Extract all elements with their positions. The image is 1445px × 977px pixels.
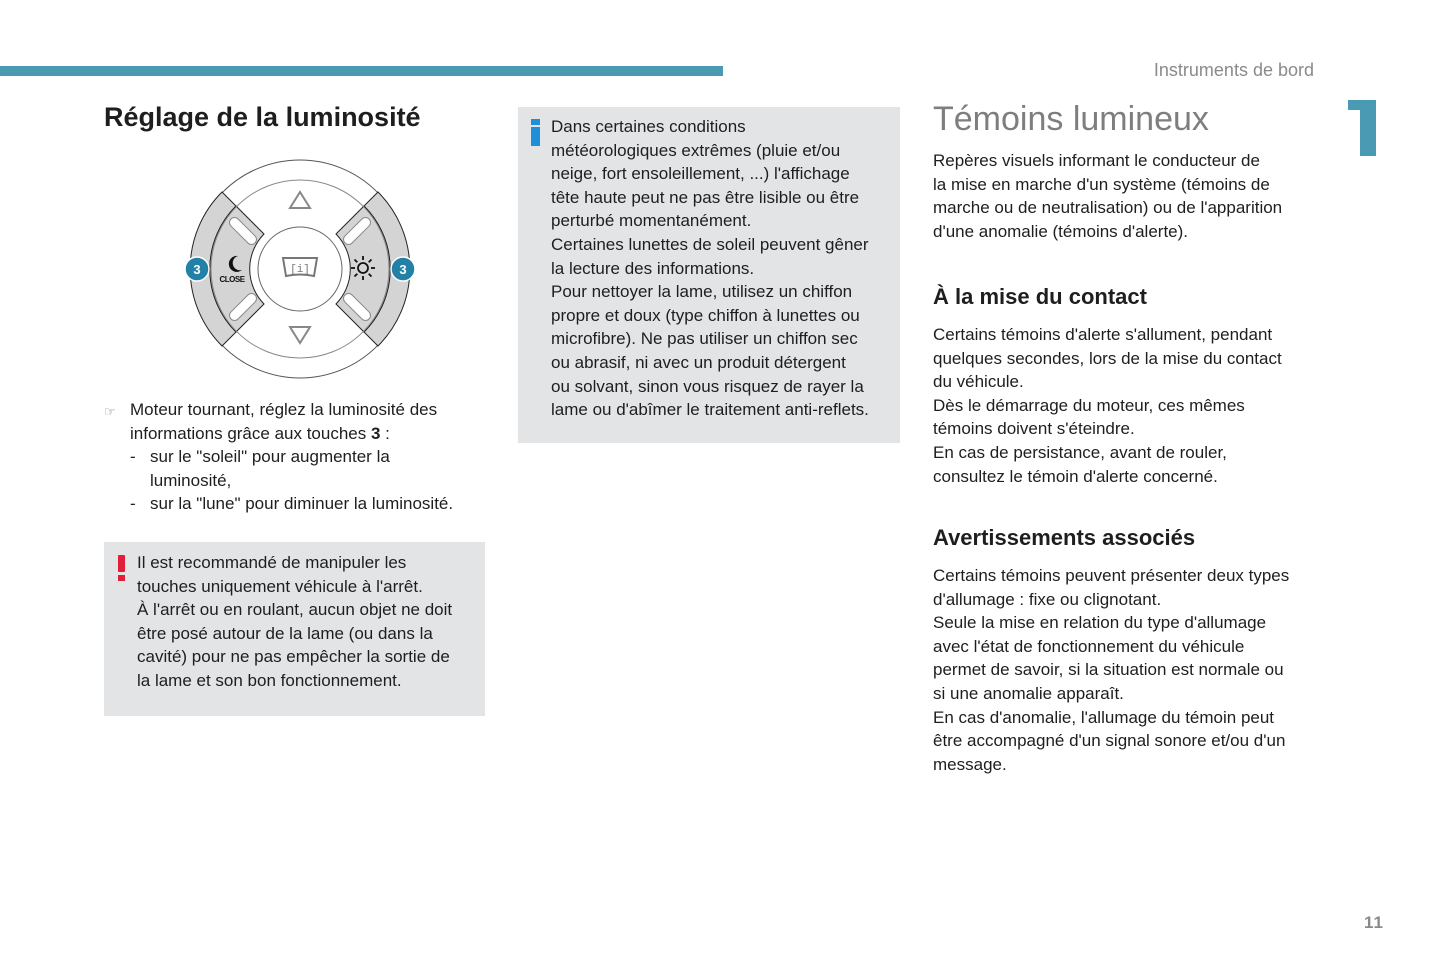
- instructions-list: [104, 445, 494, 516]
- brightness-control-diagram: [182, 152, 418, 382]
- contact-paragraph: Certains témoins d'alerte s'allument, pendant quelques secondes, lors de la mise du contact du véhicule. Dès le démarrage du moteur, ces mêmes témoins doivent s'éteindre. En cas de persistance, avant de rouler, consultez le témoin d'alerte concerné.: [933, 325, 1282, 486]
- chapter-number-marker: [1348, 100, 1376, 156]
- running-head: Instruments de bord: [1153, 60, 1314, 80]
- svg-text:[i]: [i]: [290, 264, 310, 276]
- instructions-lead: Moteur tournant, réglez la luminosité des informations grâce aux touches 3 :: [130, 400, 438, 443]
- list-item: - sur le "soleil" pour augmenter la luminosité,: [130, 445, 494, 492]
- exclamation-warning-icon: [118, 555, 125, 581]
- svg-text:3: 3: [399, 262, 407, 277]
- brightness-instructions: [104, 398, 494, 516]
- subsection-title-contact: À la mise du contact: [933, 284, 1147, 309]
- info-text: Dans certaines conditions météorologiques extrêmes (pluie et/ou neige, fort ensoleillement, ...) l'affichage tête haute peut ne pas être lisible ou être perturbé momentanément. Certaines lunettes de soleil peuvent gêner la lecture des informations. Pour nettoyer la lame, utilisez un chiffon propre et doux (type chiffon à lunettes ou microfibre). Ne pas utiliser un chiffon sec ou abrasif, ni avec un produit détergent ou solvant, sinon vous risquez de rayer la lame ou d'abîmer le traitement anti-reflets.: [551, 117, 869, 420]
- temoins-intro: Repères visuels informant le conducteur de la mise en marche d'un système (témoins de marche ou de neutralisation) ou de l'apparition d'une anomalie (témoins d'alerte).: [933, 151, 1283, 241]
- svg-text:CLOSE: CLOSE: [219, 275, 245, 284]
- info-icon: [531, 119, 540, 146]
- page-number: 11: [1364, 913, 1384, 932]
- info-box: [518, 107, 900, 443]
- list-item: - sur la "lune" pour diminuer la luminosité.: [130, 492, 494, 516]
- svg-text:3: 3: [193, 262, 201, 277]
- pointing-hand-icon: ☞: [104, 404, 116, 419]
- chapter-number-stem: [1360, 100, 1376, 156]
- warning-box: [104, 542, 485, 716]
- header-accent-bar: [0, 66, 723, 76]
- section-title-reglage: Réglage de la luminosité: [104, 102, 421, 132]
- avertissements-paragraph: Certains témoins peuvent présenter deux types d'allumage : fixe ou clignotant. Seule la mise en relation du type d'allumage avec l'état de fonctionnement du véhicule permet de savoir, si la situation est normale ou si une anomalie apparaît. En cas d'anomalie, l'allumage du témoin peut être accompagné d'un signal sonore et/ou d'un message.: [933, 566, 1290, 774]
- section-title-temoins: Témoins lumineux: [933, 100, 1209, 138]
- warning-text: Il est recommandé de manipuler les touches uniquement véhicule à l'arrêt. À l'arrêt ou en roulant, aucun objet ne doit être posé autour de la lame (ou dans la cavité) pour ne pas empêcher la sortie de la lame et son bon fonctionnement.: [137, 553, 453, 690]
- subsection-title-avertissements: Avertissements associés: [933, 525, 1196, 550]
